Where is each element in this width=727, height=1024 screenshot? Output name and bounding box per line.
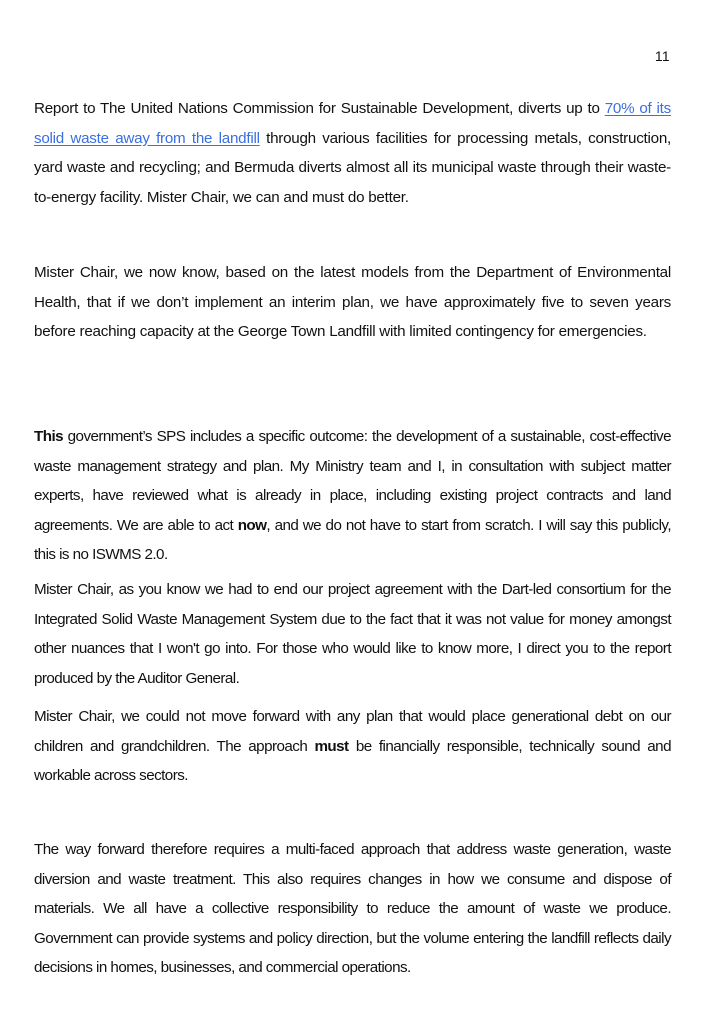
- paragraph-text: Mister Chair, we could not move forward with any plan that would place generational debt on our children and grandchildren. The approach: [34, 708, 671, 755]
- paragraph-iswms-agreement: [34, 575, 671, 693]
- paragraph-text: Mister Chair, we now know, based on the latest models from the Department of Environmental Health, that if we don’t implement an interim plan, we have approximately five to seven years before reaching capacity at the George Town Landfill with limited contingency for emergencies.: [34, 264, 671, 340]
- landfill-diversion-link[interactable]: 70% of its solid waste away from the landfill: [34, 100, 671, 147]
- page-number: 11: [654, 48, 670, 64]
- bold-text: now: [237, 516, 267, 534]
- paragraph-text: government’s SPS includes a specific outcome: the development of a sustainable, cost-effective waste management strategy and plan. My Ministry team and I, in consultation with subject matter experts, have reviewed what is already in place, including existing project contracts and land agreements. We are able to act: [34, 428, 671, 534]
- paragraph-generational-debt: [34, 702, 671, 791]
- paragraph-landfill-capacity: [34, 258, 671, 347]
- paragraph-text: be financially responsible, technically sound and workable across sectors.: [34, 737, 671, 784]
- paragraph-text: Mister Chair, as you know we had to end our project agreement with the Dart-led consortium for the Integrated Solid Waste Management System due to the fact that it was not value for money amongst other nuances that I won't go into. For those who would like to know more, I direct you to the report produced by the Auditor General.: [34, 581, 671, 687]
- paragraph-way-forward: [34, 835, 671, 983]
- paragraph-text: through various facilities for processing metals, construction, yard waste and recycling; and Bermuda diverts almost all its municipal waste through their waste-to-energy facility. Mister Chair, we can and must do better.: [34, 129, 671, 206]
- paragraph-text: The way forward therefore requires a multi-faced approach that address waste generation, waste diversion and waste treatment. This also requires changes in how we consume and dispose of materials. We all have a collective responsibility to reduce the amount of waste we produce. Government can provide systems and policy direction, but the volume entering the landfill reflects daily decisions in homes, businesses, and commercial operations.: [34, 841, 671, 976]
- paragraph-text: , and we do not have to start from scratch. I will say this publicly, this is no ISWMS 2.0.: [34, 516, 671, 563]
- bold-text: must: [314, 737, 349, 755]
- paragraph-sps-outcome: [34, 422, 671, 570]
- paragraph-waste-diversion: [34, 94, 671, 212]
- paragraph-text: Report to The United Nations Commission for Sustainable Development, diverts up to: [34, 100, 605, 117]
- bold-text: This: [34, 428, 64, 445]
